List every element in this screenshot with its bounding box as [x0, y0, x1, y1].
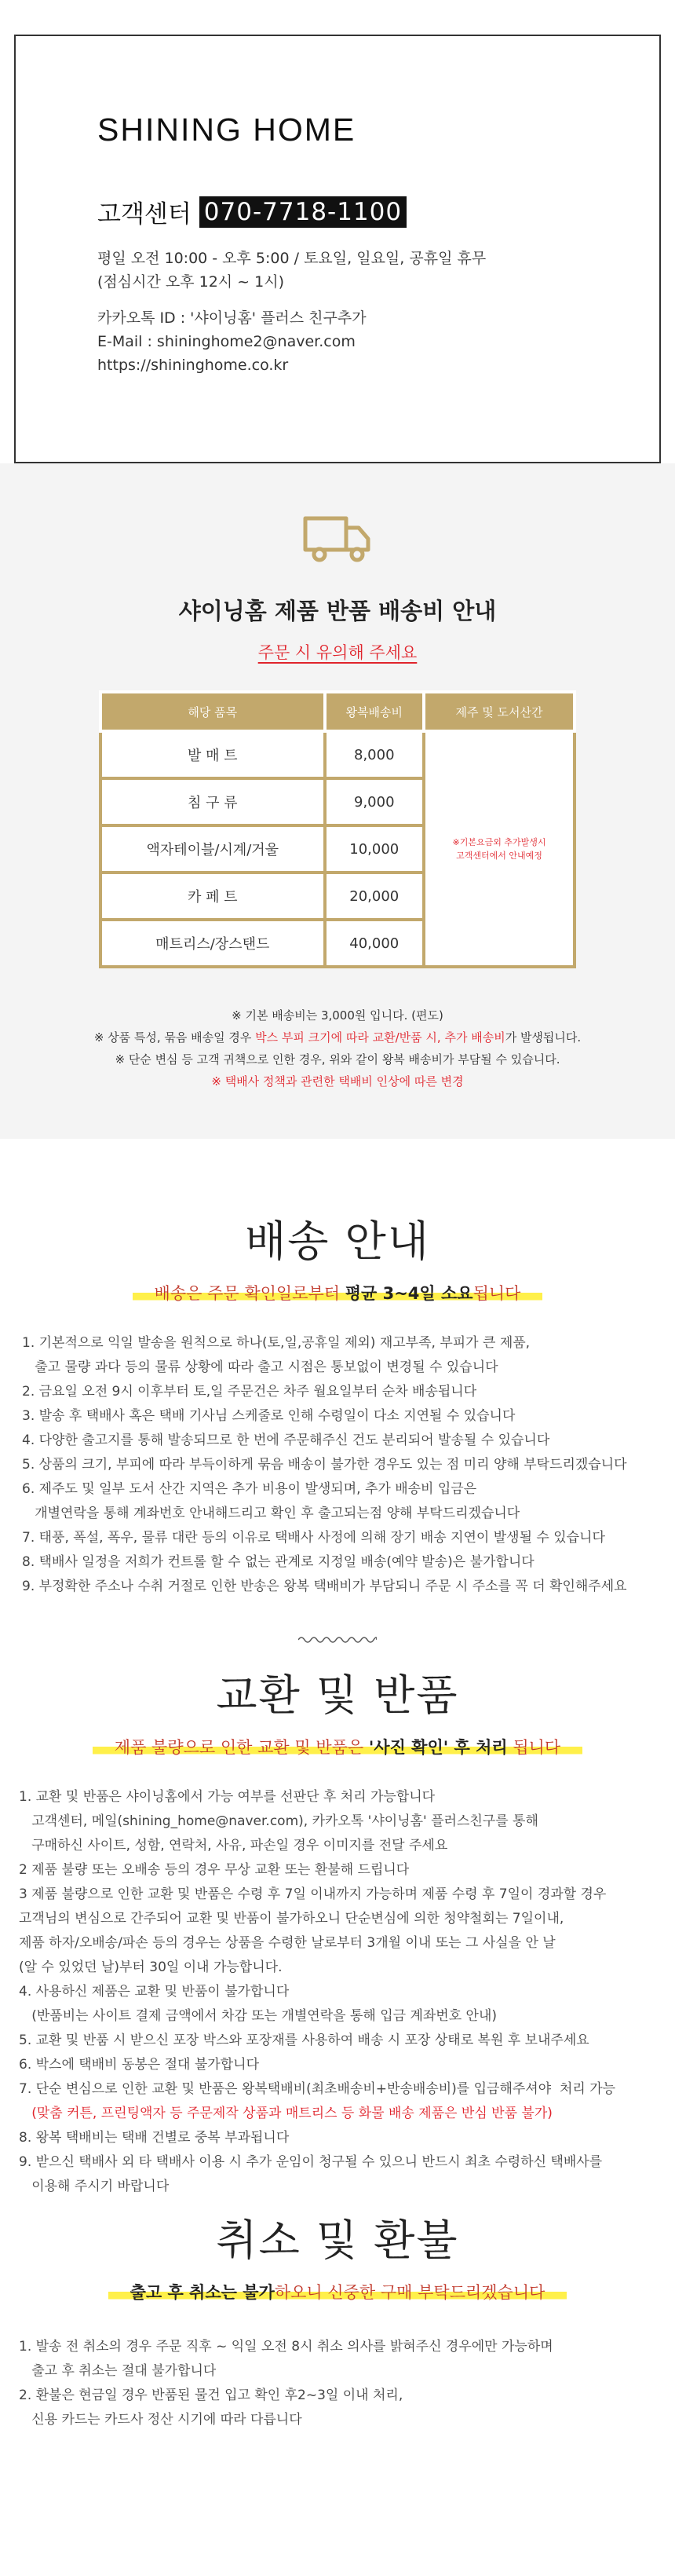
highlight-text: 됩니다 — [472, 1284, 521, 1303]
list-item: (반품비는 사이트 결제 금액에서 차감 또는 개별연락을 통해 입금 계좌번호 안내) — [19, 2008, 498, 2024]
delivery-truck-icon — [302, 514, 373, 564]
list-item: 이용해 주시기 바랍니다 — [19, 2179, 170, 2194]
price-cell: 20,000 — [325, 873, 424, 920]
list-item: 2. 환불은 현금일 경우 반품된 물건 입고 확인 후2~3일 이내 처리, — [19, 2388, 403, 2403]
item-cell: 발 매 트 — [100, 731, 325, 778]
list-item: 1. 교환 및 반품은 샤이닝홈에서 가능 여부를 선판단 후 처리 가능합니다 — [19, 1789, 436, 1805]
hours-text: 평일 오전 10:00 - 오후 5:00 / 토요일, 일요일, 공휴일 휴무 — [97, 250, 487, 267]
item-cell: 매트리스/장스탠드 — [100, 920, 325, 967]
delivery-section — [0, 1139, 675, 1645]
fee-table-header — [100, 692, 575, 731]
list-item: 제품 하자/오배송/파손 등의 경우는 상품을 수령한 날로부터 3개월 이내 또는 그 사실을 안 날 — [19, 1935, 556, 1951]
header-price: 왕복배송비 — [325, 692, 424, 731]
list-item: 1. 기본적으로 익일 발송을 원칙으로 하나(토,일,공휴일 제외) 재고부족, 부피가 큰 제품, — [22, 1335, 531, 1351]
island-note — [424, 731, 575, 967]
price-cell: 10,000 — [325, 825, 424, 873]
list-item: 4. 다양한 출고지를 통해 발송되므로 한 번에 주문해주신 건도 분리되어 발송될 수 있습니다 — [22, 1433, 550, 1448]
list-item: 고객센터, 메일(shining_home@naver.com), 카카오톡 '샤이닝홈' 플러스친구를 통해 — [19, 1813, 538, 1829]
list-item: 출고 물량 과다 등의 물류 상황에 따라 출고 시점은 통보없이 변경될 수 있습니다 — [22, 1359, 498, 1375]
fee-note-part: ※ 상품 특성, 묶음 배송일 경우 — [93, 1030, 256, 1045]
fee-note-highlight: 박스 부피 크기에 따라 교환/반품 시, 추가 배송비 — [255, 1030, 505, 1045]
phone-number[interactable]: 070-7718-1100 — [199, 196, 407, 228]
list-item: 신용 카드는 카드사 정산 시기에 따라 다릅니다 — [19, 2412, 302, 2428]
wavy-divider — [298, 1635, 377, 1645]
island-note-line: 고객센터에서 안내예정 — [456, 851, 542, 861]
delivery-title: 배송 안내 — [245, 1217, 430, 1266]
delivery-list — [22, 1331, 675, 1599]
list-item: 4. 사용하신 제품은 교환 및 반품이 불가합니다 — [19, 1984, 290, 2000]
header-item: 해당 품목 — [100, 692, 325, 731]
lunch-text: (점심시간 오후 12시 ~ 1시) — [97, 273, 285, 291]
fee-title: 샤이닝홈 제품 반품 배송비 안내 — [178, 598, 497, 624]
fee-note: ※ 기본 배송비는 3,000원 입니다. (편도) — [232, 1008, 443, 1023]
list-item: 7. 단순 변심으로 인한 교환 및 반품은 왕복택배비(최초배송비+반송배송비)를 입금해주셔야 처리 가능 — [19, 2081, 616, 2097]
fee-table — [99, 690, 576, 968]
item-cell: 액자테이블/시계/거울 — [100, 825, 325, 873]
exchange-section — [0, 1645, 675, 2199]
highlight-strong: '사진 확인' 후 처리 — [368, 1738, 508, 1757]
brand-logo — [97, 112, 659, 148]
email-address[interactable]: E-Mail : shininghome2@naver.com — [97, 333, 356, 350]
list-item: 5. 교환 및 반품 시 받으신 포장 박스와 포장재를 사용하여 배송 시 포장 상태로 복원 후 보내주세요 — [19, 2033, 589, 2048]
customer-center — [97, 194, 659, 229]
fee-note-red: ※ 택배사 정책과 관련한 택배비 인상에 따른 변경 — [211, 1074, 464, 1089]
fee-notes — [0, 1004, 675, 1092]
price-cell: 40,000 — [325, 920, 424, 967]
customer-center-label: 고객센터 — [97, 200, 192, 229]
list-item: 고객님의 변심으로 간주되어 교환 및 반품이 불가하오니 단순변심에 의한 청약철회는 7일이내, — [19, 1911, 564, 1927]
list-item: 5. 상품의 크기, 부피에 따라 부득이하게 묶음 배송이 불가한 경우도 있는 점 미리 양해 부탁드리겠습니다 — [22, 1457, 627, 1473]
refund-title: 취소 및 환불 — [216, 2216, 459, 2265]
return-fee-section — [0, 463, 675, 1139]
highlight-mark — [133, 1284, 543, 1303]
highlight-text: 제품 불량으로 인한 교환 및 반품은 — [114, 1738, 369, 1757]
logo-text: SHINING HOME — [97, 112, 356, 148]
list-item: 1. 발송 전 취소의 경우 주문 직후 ~ 익일 오전 8시 취소 의사를 밝혀주신 경우에만 가능하며 — [19, 2339, 553, 2355]
item-cell: 침 구 류 — [100, 778, 325, 825]
contact-channels — [97, 306, 659, 377]
list-item: 3. 발송 후 택배사 혹은 택배 기사님 스케줄로 인해 수령일이 다소 지연될 수 있습니다 — [22, 1408, 516, 1424]
list-item: 3 제품 불량으로 인한 교환 및 반품은 수령 후 7일 이내까지 가능하며 제품 수령 후 7일이 경과할 경우 — [19, 1886, 607, 1902]
fee-note — [0, 1026, 675, 1048]
highlight-text: 됩니다 — [507, 1738, 561, 1757]
contact-section — [0, 0, 675, 463]
business-hours — [97, 247, 659, 294]
list-item: 6. 박스에 택배비 동봉은 절대 불가합니다 — [19, 2057, 259, 2073]
delivery-highlight — [0, 1281, 675, 1304]
highlight-text: 하오니 신중한 구매 부탁드리겠습니다 — [274, 2283, 545, 2302]
list-item: 8. 왕복 택배비는 택배 건별로 중복 부과됩니다 — [19, 2130, 290, 2146]
fee-subtitle: 주문 시 유의해 주세요 — [257, 643, 418, 662]
exchange-highlight — [0, 1735, 675, 1758]
list-item: 9. 받으신 택배사 외 타 택배사 이용 시 추가 운임이 청구될 수 있으니 반드시 최초 수령하신 택배사를 — [19, 2154, 603, 2170]
kakao-id: 카카오톡 ID : '샤이닝홈' 플러스 친구추가 — [97, 309, 367, 327]
list-item: 2 제품 불량 또는 오배송 등의 경우 무상 교환 또는 환불해 드립니다 — [19, 1862, 410, 1878]
list-item-warning: (맞춤 커튼, 프린팅액자 등 주문제작 상품과 매트리스 등 화물 배송 제품은 반심 반품 불가) — [19, 2106, 553, 2121]
highlight-strong: 출고 후 취소는 불가 — [130, 2283, 275, 2302]
contact-box — [14, 35, 661, 463]
list-item: 출고 후 취소는 절대 불가합니다 — [19, 2363, 217, 2379]
fee-note-part: 가 발생됩니다. — [505, 1030, 582, 1045]
website-link[interactable]: https://shininghome.co.kr — [97, 357, 289, 374]
highlight-strong: 평균 3~4일 소요 — [345, 1284, 473, 1303]
list-item: 7. 태풍, 폭설, 폭우, 물류 대란 등의 이유로 택배사 사정에 의해 장기 배송 지연이 발생될 수 있습니다 — [22, 1530, 605, 1546]
list-item: 개별연락을 통해 계좌번호 안내해드리고 확인 후 출고되는점 양해 부탁드리겠습니다 — [22, 1506, 520, 1521]
list-item: 2. 금요일 오전 9시 이후부터 토,일 주문건은 차주 월요일부터 순차 배송됩니다 — [22, 1384, 477, 1400]
list-item: 8. 택배사 일정을 저희가 컨트롤 할 수 없는 관계로 지정일 배송(예약 발송)은 불가합니다 — [22, 1554, 535, 1570]
highlight-mark — [108, 2283, 567, 2302]
refund-section — [0, 2199, 675, 2432]
list-item: 6. 제주도 및 일부 도서 산간 지역은 추가 비용이 발생되며, 추가 배송비 입금은 — [22, 1481, 477, 1497]
refund-highlight — [0, 2280, 675, 2303]
header-island: 제주 및 도서산간 — [424, 692, 575, 731]
refund-list — [19, 2335, 675, 2432]
item-cell: 카 페 트 — [100, 873, 325, 920]
exchange-list — [19, 1785, 675, 2199]
list-item: 구매하신 사이트, 성함, 연락처, 사유, 파손일 경우 이미지를 전달 주세요 — [19, 1838, 448, 1853]
highlight-text: 배송은 주문 확인일로부터 — [154, 1284, 345, 1303]
list-item: 9. 부정확한 주소나 수취 거절로 인한 반송은 왕복 택배비가 부담되니 주문 시 주소를 꼭 더 확인해주세요 — [22, 1579, 627, 1594]
fee-note: ※ 단순 변심 등 고객 귀책으로 인한 경우, 위와 같이 왕복 배송비가 부담될 수 있습니다. — [115, 1052, 560, 1067]
table-row — [100, 731, 575, 778]
price-cell: 8,000 — [325, 731, 424, 778]
island-note-line: ※기본요금외 추가발생시 — [452, 837, 546, 847]
list-item: (알 수 있었던 날)부터 30일 이내 가능합니다. — [19, 1959, 283, 1975]
price-cell: 9,000 — [325, 778, 424, 825]
highlight-mark — [93, 1738, 582, 1757]
exchange-title: 교환 및 반품 — [216, 1670, 459, 1720]
